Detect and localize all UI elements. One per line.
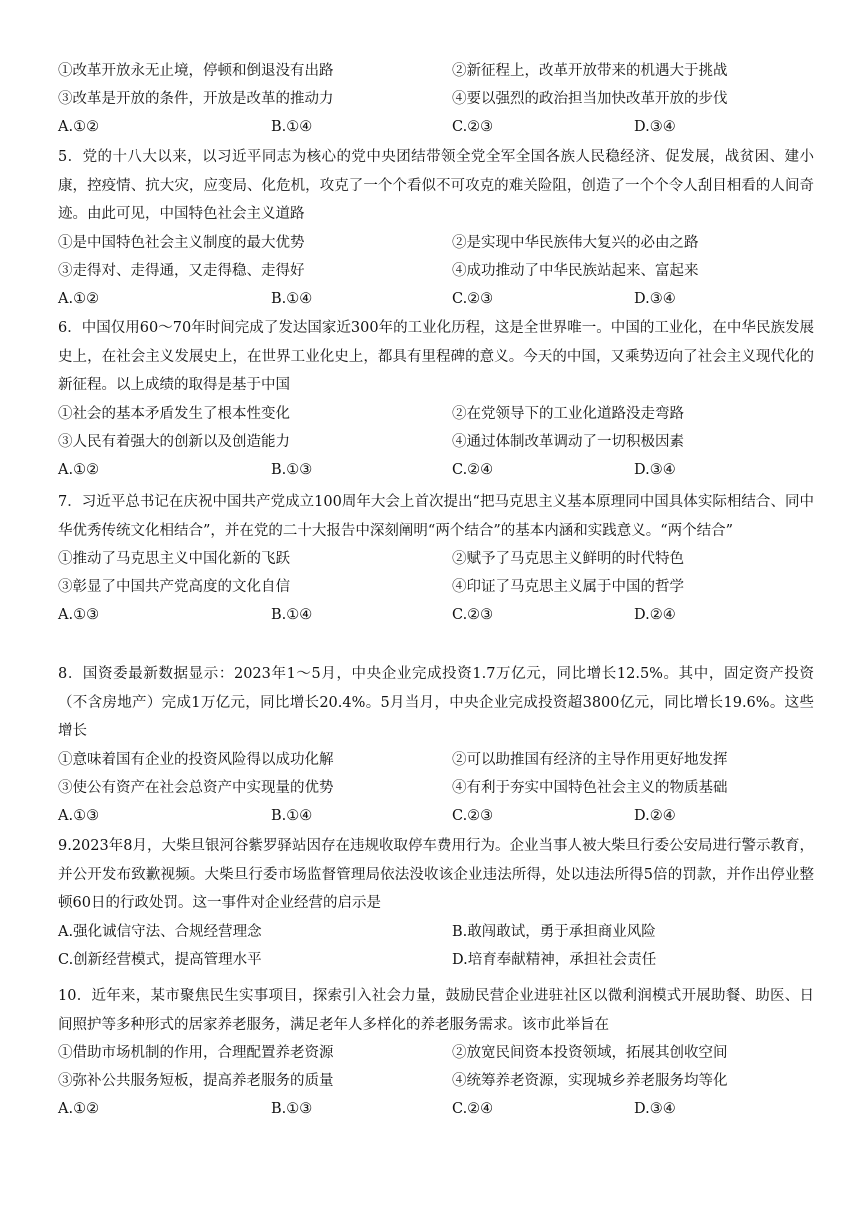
answer-row [58,601,814,629]
option-1: ①改革开放永无止境，停顿和倒退没有出路 [58,63,334,79]
answer-b: B.①④ [271,807,313,824]
answer-c: C.②③ [452,290,494,307]
answer-a: A.①② [58,1101,100,1118]
answer-d: D.③④ [634,290,676,307]
question-10 [58,982,814,1123]
option-row [58,428,814,456]
answer-d: D.③④ [634,461,676,478]
option-2: ②在党领导下的工业化道路没走弯路 [452,405,684,422]
answer-d: D.②④ [634,807,676,824]
question-8 [58,660,814,830]
option-row [58,57,814,85]
option-4: ④要以强烈的政治担当加快改革开放的步伐 [452,91,728,107]
question-6 [58,314,814,484]
option-4: ④成功推动了中华民族站起来、富起来 [452,262,699,279]
option-2: ②新征程上，改革开放带来的机遇大于挑战 [452,63,728,79]
answer-a: A.①② [58,119,100,135]
answer-row [58,1095,814,1123]
option-4: ④通过体制改革调动了一切积极因素 [452,433,684,450]
option-row [58,746,814,774]
option-row [58,774,814,802]
option-2: ②放宽民间资本投资领域，拓展其创收空间 [452,1045,728,1062]
answer-b: B.①③ [271,1101,313,1118]
option-1: ①借助市场机制的作用，合理配置养老资源 [58,1045,334,1062]
option-3: ③人民有着强大的创新以及创造能力 [58,433,290,450]
option-row [58,1067,814,1095]
question-5 [58,143,814,313]
option-b: B.敢闯敢试，勇于承担商业风险 [452,923,656,940]
option-row [58,573,814,601]
option-row [58,257,814,285]
answer-row [58,285,814,313]
answer-b: B.①④ [271,607,313,624]
answer-b: B.①③ [271,461,313,478]
option-3: ③使公有资产在社会总资产中实现量的优势 [58,779,334,796]
option-3: ③走得对、走得通，又走得稳、走得好 [58,262,305,279]
answer-b: B.①④ [271,119,313,135]
answer-row [58,113,814,141]
option-row [58,545,814,573]
answer-d: D.③④ [634,119,676,135]
answer-row [58,802,814,830]
answer-row [58,456,814,484]
option-row [58,1039,814,1067]
question-stem: 7．习近平总书记在庆祝中国共产党成立100周年大会上首次提出“把马克思主义基本原理同中国具体实际相结合、同中华优秀传统文化相结合”，并在党的二十大报告中深刻阐明“两个结合”的基本内涵和实践意义。“两个结合” [58,494,814,539]
answer-c: C.②③ [452,119,494,135]
answer-d: D.③④ [634,1101,676,1118]
option-3: ③改革是开放的条件，开放是改革的推动力 [58,91,334,107]
option-1: ①意味着国有企业的投资风险得以成功化解 [58,751,334,768]
option-2: ②可以助推国有经济的主导作用更好地发挥 [452,751,728,768]
option-1: ①推动了马克思主义中国化新的飞跃 [58,551,290,568]
option-3: ③彰显了中国共产党高度的文化自信 [58,579,290,596]
option-row [58,85,814,113]
option-3: ③弥补公共服务短板，提高养老服务的质量 [58,1073,334,1090]
option-4: ④印证了马克思主义属于中国的哲学 [452,579,684,596]
option-1: ①是中国特色社会主义制度的最大优势 [58,234,305,251]
option-row [58,946,814,974]
option-1: ①社会的基本矛盾发生了根本性变化 [58,405,290,422]
question-stem: 8．国资委最新数据显示：2023年1～5月，中央企业完成投资1.7万亿元，同比增长12.5%。其中，固定资产投资（不含房地产）完成1万亿元，同比增长20.4%。5月当月，中央企业完成投资超3800亿元，同比增长19.6%。这些增长 [58,666,814,740]
option-4: ④统筹养老资源，实现城乡养老服务均等化 [452,1073,728,1090]
option-row [58,918,814,946]
answer-b: B.①④ [271,290,313,307]
option-row [58,400,814,428]
answer-a: A.①② [58,461,100,478]
answer-c: C.②③ [452,807,494,824]
option-2: ②赋予了马克思主义鲜明的时代特色 [452,551,684,568]
question-4 [58,57,814,141]
option-c: C.创新经营模式，提高管理水平 [58,951,262,968]
answer-c: C.②④ [452,461,494,478]
question-7 [58,488,814,629]
answer-c: C.②③ [452,607,494,624]
question-9 [58,832,814,974]
question-stem: 5．党的十八大以来，以习近平同志为核心的党中央团结带领全党全军全国各族人民稳经济、促发展，战贫困、建小康，控疫情、抗大灾，应变局、化危机，攻克了一个个看似不可攻克的难关险阻，创造了一个个令人刮目相看的人间奇迹。由此可见，中国特色社会主义道路 [58,149,814,223]
answer-d: D.②④ [634,607,676,624]
option-4: ④有利于夯实中国特色社会主义的物质基础 [452,779,728,796]
answer-a: A.①③ [58,607,100,624]
option-d: D.培育奉献精神，承担社会责任 [452,951,657,968]
answer-a: A.①③ [58,807,100,824]
question-stem: 9.2023年8月，大柴旦银河谷紫罗驿站因存在违规收取停车费用行为。企业当事人被大柴旦行委公安局进行警示教育，并公开发布致歉视频。大柴旦行委市场监督管理局依法没收该企业违法所得，处以违法所得5倍的罚款，并作出停业整顿60日的行政处罚。这一事件对企业经营的启示是 [58,838,814,912]
question-stem: 6．中国仅用60～70年时间完成了发达国家近300年的工业化历程，这是全世界唯一。中国的工业化，在中华民族发展史上，在社会主义发展史上，在世界工业化史上，都具有里程碑的意义。今天的中国，又乘势迈向了社会主义现代化的新征程。以上成绩的取得是基于中国 [58,320,814,394]
answer-c: C.②④ [452,1101,494,1118]
question-stem: 10．近年来，某市聚焦民生实事项目，探索引入社会力量，鼓励民营企业进驻社区以微利润模式开展助餐、助医、日间照护等多种形式的居家养老服务，满足老年人多样化的养老服务需求。该市此举旨在 [58,988,814,1033]
option-row [58,229,814,257]
answer-a: A.①② [58,290,100,307]
option-2: ②是实现中华民族伟大复兴的必由之路 [452,234,699,251]
option-a: A.强化诚信守法、合规经营理念 [58,923,262,940]
